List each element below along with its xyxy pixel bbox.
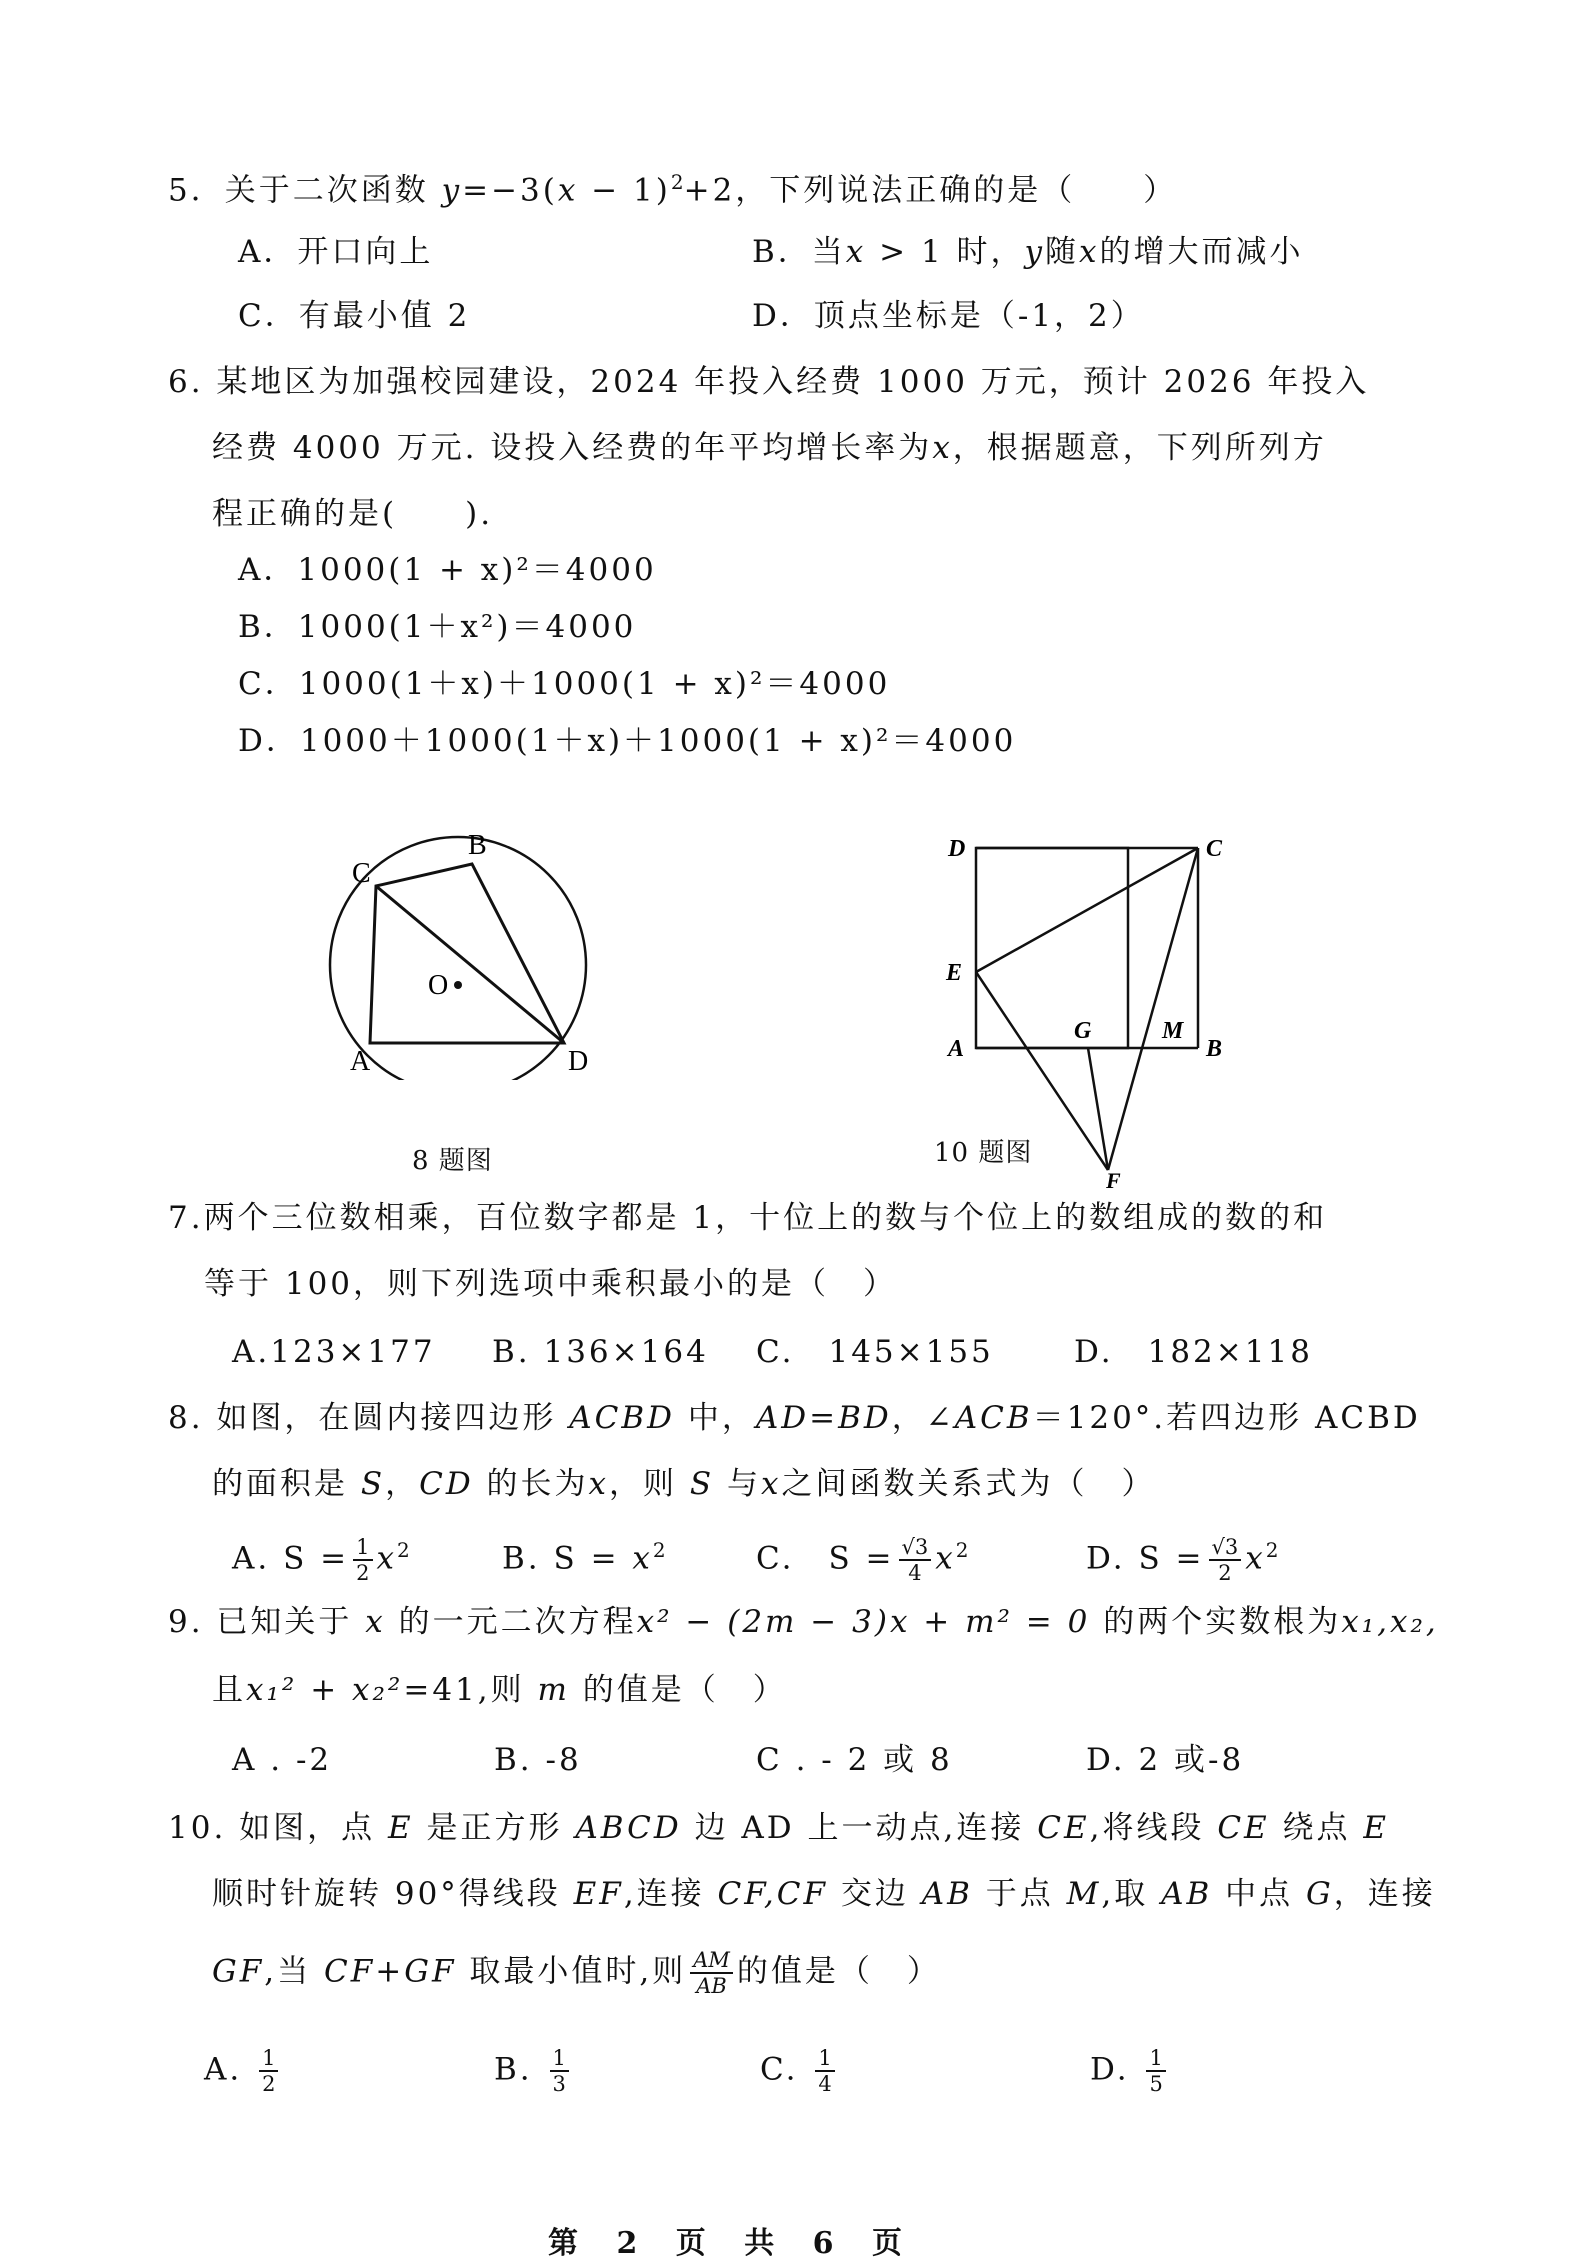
fraction: $\frac{1}{2}$ [353,1535,372,1585]
q7-line2: 等于 100，则下列选项中乘积最小的是（ ） [204,1266,898,1302]
center-point-o [454,981,462,989]
fraction: $\frac{1}{4}$ [815,2046,834,2096]
q5-option-a: A．开口向上 [238,234,434,270]
diagonal-cd [376,886,564,1043]
q6-line3: 程正确的是( ). [212,496,494,532]
q6-option-a: A．1000(1 + x)²＝4000 [238,552,657,588]
label-b: B [1206,1036,1223,1062]
segment-gf [1088,1048,1108,1170]
label-m: M [1162,1018,1184,1044]
q10-line1: 10. 如图，点 E 是正方形 ABCD 边 AD 上一动点,连接 CE,将线段 CE 绕点 E [168,1810,1390,1846]
figure-8-caption: 8 题图 [412,1146,493,1176]
fraction: $\frac{1}{5}$ [1146,2046,1165,2096]
q8-option-a: A. S = $\frac{1}{2}$ $x^2$ [232,1534,410,1585]
q8-line2: 的面积是 S，CD 的长为x，则 S 与x之间函数关系式为（ ） [212,1466,1156,1502]
q10-line2: 顺时针旋转 90°得线段 EF,连接 CF,CF 交边 AB 于点 M,取 AB 中点 G，连接 [212,1876,1436,1912]
q9-option-d: D. 2 或-8 [1086,1742,1245,1778]
q10-option-a: A. $\frac{1}{2}$ [204,2046,282,2096]
segment-cf [1108,848,1198,1170]
segment-ec [976,848,1198,972]
q9-line1: 9. 已知关于 x 的一元二次方程x² − (2m − 3)x + m² = 0 的两个实数根为x₁,x₂, [168,1604,1439,1640]
q5-option-d: D．顶点坐标是（-1，2） [752,298,1145,334]
fraction: $\frac{1}{3}$ [550,2046,569,2096]
label-d: D [948,836,966,862]
figure-10-caption: 10 题图 [934,1138,1033,1168]
quadrilateral-acbd [370,864,564,1043]
q7-option-d: D. 182×118 [1074,1334,1313,1370]
q6-line2: 经费 4000 万元. 设投入经费的年平均增长率为x，根据题意，下列所列方 [212,430,1327,466]
q8-option-c: C. S = $\frac{√3}{4}$ $x^2$ [756,1534,969,1585]
label-a: A [350,1046,371,1077]
q10-line3: GF,当 CF+GF 取最小值时,则 $\frac{AM}{AB}$ 的值是（ ） [212,1948,941,1998]
label-e: E [946,960,963,986]
q6-option-b: B．1000(1＋x²)＝4000 [238,609,637,645]
q9-option-c: C . - 2 或 8 [756,1742,953,1778]
label-g: G [1074,1018,1092,1044]
q8-option-b: B. $S = x^2$ [502,1538,666,1577]
q10-option-c: C. $\frac{1}{4}$ [760,2046,839,2096]
fraction: $\frac{1}{2}$ [259,2046,278,2096]
q6-line1: 6. 某地区为加强校园建设，2024 年投入经费 1000 万元，预计 2026 年投入 [168,364,1370,400]
label-d: D [568,1046,589,1077]
label-o: O [428,970,449,1001]
label-f: F [1106,1168,1121,1190]
q5-stem: 5．关于二次函数 $y=-3(x - 1)^2+2$，下列说法正确的是（ ） [168,170,1178,209]
label-b: B [468,830,487,861]
square-abcd [976,848,1128,1048]
page-footer: 第 2 页 共 6 页 [548,2226,916,2261]
q9-line2: 且x₁² + x₂²=41,则 m 的值是（ ） [212,1672,787,1708]
q7-option-b: B. 136×164 [492,1334,709,1370]
fraction: $\frac{√3}{4}$ [899,1535,932,1585]
q5-option-b: B．当x > 1 时，y随x的增大而减小 [752,234,1304,270]
q7-option-a: A.123×177 [232,1334,436,1370]
label-c: C [352,858,371,889]
label-c: C [1206,836,1223,862]
q8-option-d: D. S = $\frac{√3}{2}$ $x^2$ [1086,1534,1279,1585]
fraction: $\frac{AM}{AB}$ [690,1948,733,1998]
label-a: A [948,1036,965,1062]
q9-option-a: A . -2 [232,1742,333,1778]
q10-option-b: B. $\frac{1}{3}$ [494,2046,573,2096]
q6-option-c: C．1000(1＋x)＋1000(1 + x)²＝4000 [238,666,891,702]
q10-option-d: D. $\frac{1}{5}$ [1090,2046,1170,2096]
figure-8-circle-quadrilateral [300,820,640,1080]
q7-line1: 7.两个三位数相乘，百位数字都是 1，十位上的数与个位上的数组成的数的和 [168,1200,1328,1236]
q9-option-b: B. -8 [494,1742,582,1778]
q6-option-d: D．1000＋1000(1＋x)＋1000(1 + x)²＝4000 [238,723,1017,759]
q7-option-c: C. 145×155 [756,1334,994,1370]
q5-option-c: C．有最小值 2 [238,298,471,334]
q8-line1: 8. 如图，在圆内接四边形 ACBD 中，AD=BD，∠ACB＝120°.若四边形 ACBD [168,1400,1421,1436]
fraction: $\frac{√3}{2}$ [1209,1535,1242,1585]
